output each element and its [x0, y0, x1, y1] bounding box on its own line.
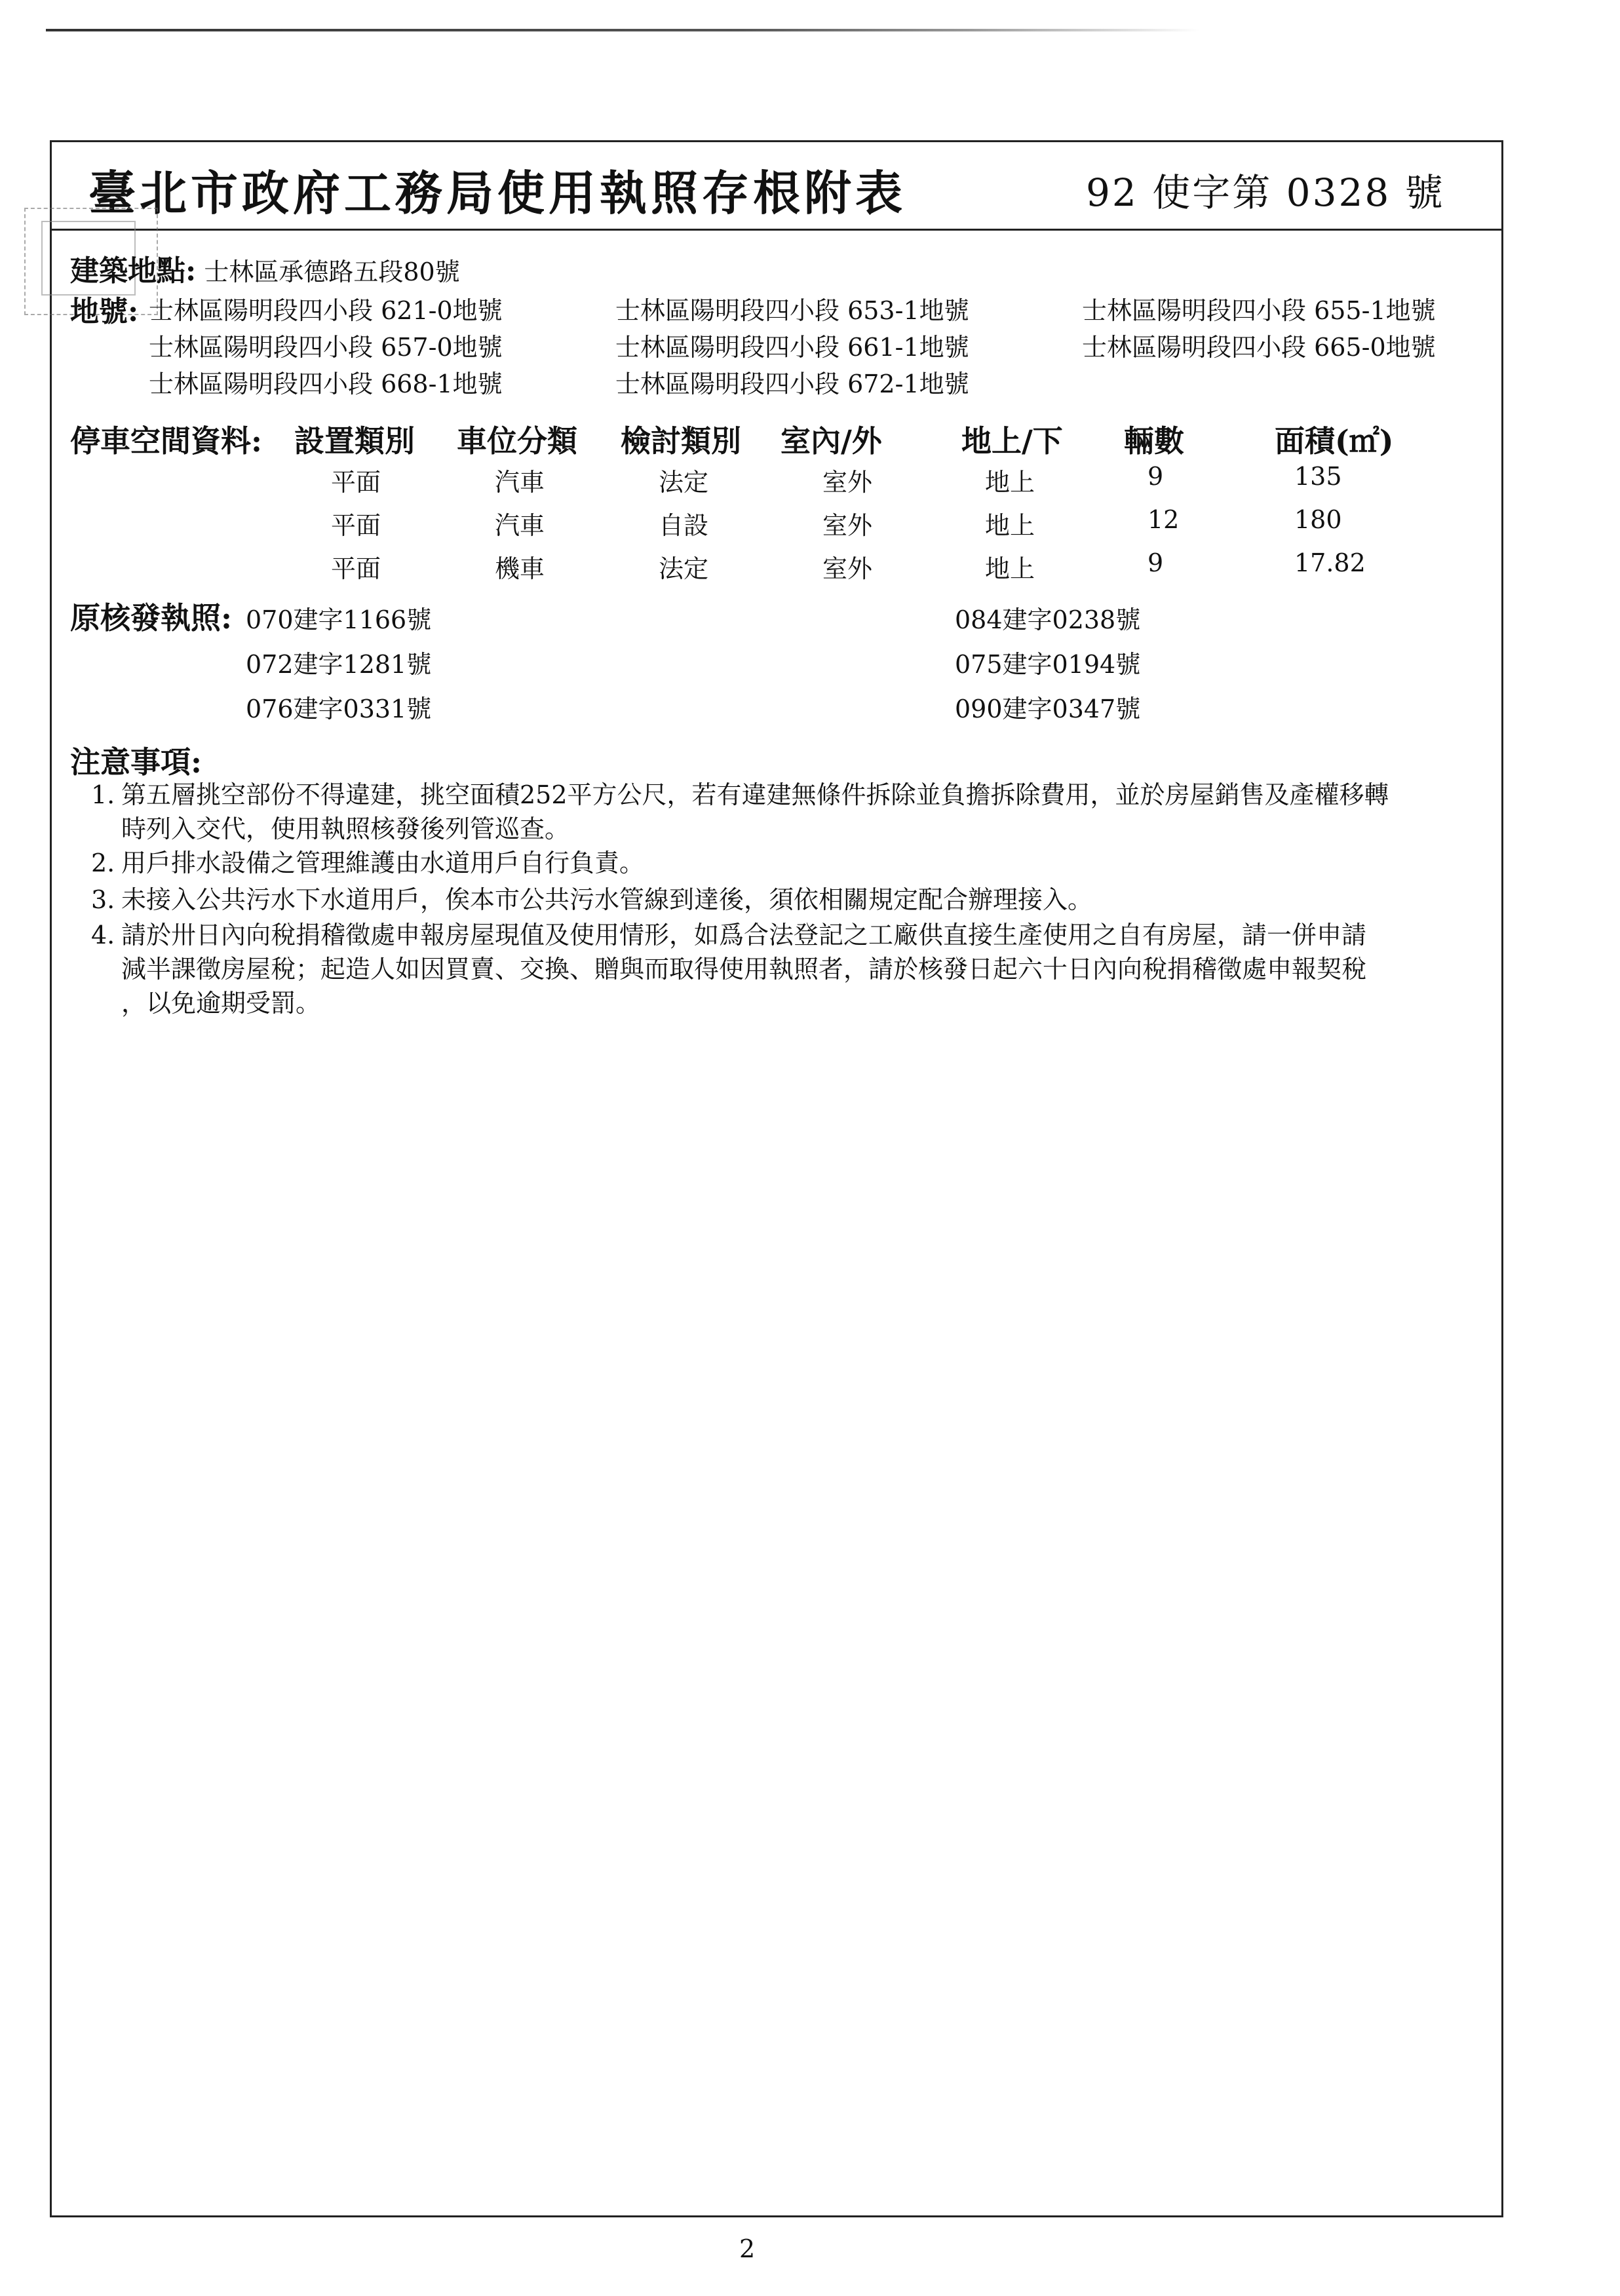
lot-item: 士林區陽明段四小段 655-1地號	[1082, 296, 1436, 325]
parking-cell: 機車	[495, 554, 545, 583]
location-label: 建築地點:	[70, 254, 197, 288]
permit-number: 92 使字第 0328 號	[1086, 170, 1445, 215]
parking-header: 室內/外	[781, 423, 882, 459]
lot-item: 士林區陽明段四小段 657-0地號	[149, 333, 503, 362]
parking-cell: 180	[1294, 505, 1342, 534]
parking-cell: 地上	[985, 554, 1035, 583]
parking-header: 地上/下	[961, 423, 1063, 459]
parking-cell: 12	[1148, 505, 1180, 534]
parking-label: 停車空間資料:	[70, 423, 262, 459]
lots-label: 地號:	[70, 295, 139, 328]
parking-cell: 9	[1148, 548, 1164, 577]
note-item	[91, 883, 1465, 917]
note-line: 請於卅日內向稅捐稽徵處申報房屋現值及使用情形，如爲合法登記之工廠供直接生產使用之自有房屋，請一併申請	[121, 921, 1367, 949]
lot-item: 士林區陽明段四小段 672-1地號	[615, 370, 969, 398]
parking-cell: 室外	[822, 468, 873, 497]
parking-cell: 汽車	[495, 511, 545, 540]
note-item	[91, 918, 1465, 1020]
lot-item: 士林區陽明段四小段 621-0地號	[149, 296, 503, 325]
parking-cell: 地上	[985, 511, 1035, 540]
note-line: 未接入公共污水下水道用戶，俟本市公共污水管線到達後，須依相關規定配合辦理接入。	[121, 885, 1093, 914]
location-value: 士林區承德路五段80號	[204, 258, 460, 286]
note-item	[91, 846, 1465, 880]
original-permit: 076建字0331號	[246, 695, 432, 723]
location-row	[70, 247, 460, 289]
note-line: 第五層挑空部份不得違建，挑空面積252平方公尺，若有違建無條件拆除並負擔拆除費用，並於房屋銷售及產權移轉	[121, 780, 1389, 809]
note-line: 時列入交代，使用執照核發後列管巡查。	[121, 814, 570, 843]
note-line: 減半課徵房屋稅；起造人如因買賣、交換、贈與而取得使用執照者，請於核發日起六十日內向稅捐稽徵處申報契稅	[121, 955, 1367, 984]
parking-cell: 汽車	[495, 468, 545, 497]
note-number: 2.	[91, 849, 115, 877]
parking-cell: 法定	[659, 468, 709, 497]
original-permit: 090建字0347號	[955, 695, 1141, 723]
page-number: 2	[739, 2234, 756, 2263]
parking-header: 輛數	[1124, 423, 1184, 459]
document-header	[52, 142, 1501, 231]
parking-header: 車位分類	[457, 423, 577, 459]
parking-cell: 平面	[331, 511, 381, 540]
parking-cell: 平面	[331, 554, 381, 583]
original-permit: 084建字0238號	[955, 605, 1141, 634]
parking-header: 設置類別	[294, 423, 415, 459]
document-frame	[50, 140, 1503, 2217]
lot-item: 士林區陽明段四小段 661-1地號	[615, 333, 969, 362]
lot-item: 士林區陽明段四小段 653-1地號	[615, 296, 969, 325]
note-line: ，以免逾期受罰。	[121, 989, 321, 1018]
scan-top-line	[46, 29, 1199, 31]
parking-cell: 室外	[822, 511, 873, 540]
parking-cell: 17.82	[1294, 548, 1366, 577]
document-title: 臺北市政府工務局使用執照存根附表	[88, 165, 907, 221]
notes-label: 注意事項:	[70, 744, 202, 780]
lot-item: 士林區陽明段四小段 668-1地號	[149, 370, 503, 398]
parking-cell: 法定	[659, 554, 709, 583]
parking-cell: 室外	[822, 554, 873, 583]
lot-item: 士林區陽明段四小段 665-0地號	[1082, 333, 1436, 362]
original-permit: 070建字1166號	[246, 605, 432, 634]
note-line: 用戶排水設備之管理維護由水道用戶自行負責。	[121, 849, 645, 877]
original-permit: 072建字1281號	[246, 650, 432, 679]
original-permit: 075建字0194號	[955, 650, 1141, 679]
original-permits-label: 原核發執照:	[70, 600, 232, 636]
parking-cell: 9	[1148, 462, 1164, 491]
note-item	[91, 778, 1465, 846]
parking-cell: 地上	[985, 468, 1035, 497]
parking-header: 檢討類別	[621, 423, 741, 459]
parking-cell: 自設	[659, 511, 709, 540]
parking-cell: 135	[1294, 462, 1342, 491]
note-number: 3.	[91, 885, 115, 914]
parking-header: 面積(㎡)	[1275, 423, 1394, 459]
parking-cell: 平面	[331, 468, 381, 497]
note-number: 4.	[91, 921, 115, 949]
note-number: 1.	[91, 780, 115, 809]
